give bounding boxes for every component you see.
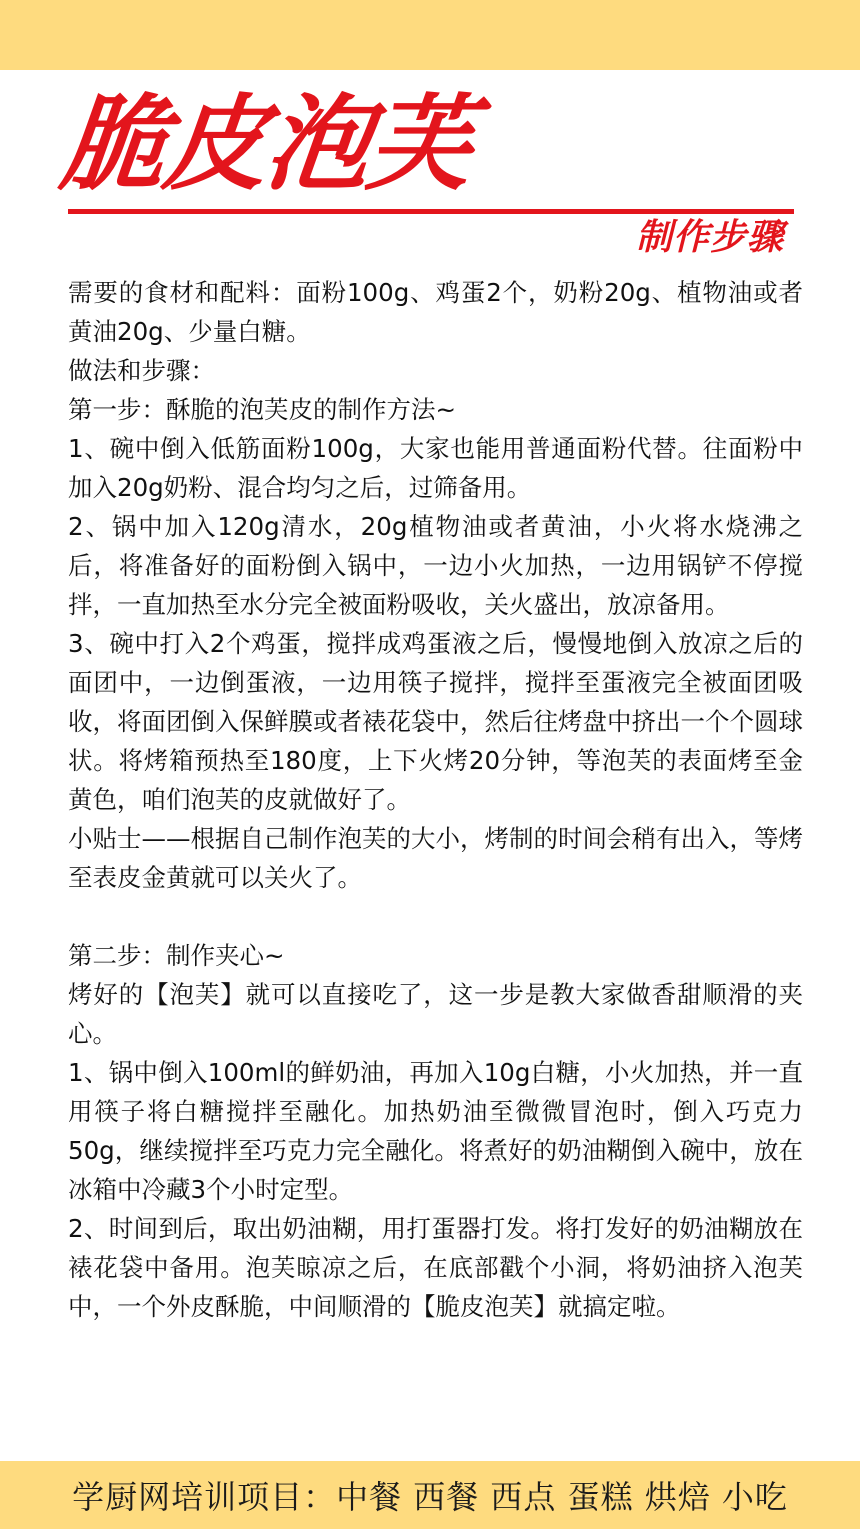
- recipe-body: [68, 273, 803, 1326]
- step-two-item-1: 1、锅中倒入100ml的鲜奶油，再加入10g白糖，小火加热，并一直用筷子将白糖搅拌至融化。加热奶油至微微冒泡时，倒入巧克力50g，继续搅拌至巧克力完全融化。将煮好的奶油糊倒入碗中，放在冰箱中冷藏3个小时定型。: [68, 1058, 803, 1204]
- ingredients-paragraph: 需要的食材和配料：面粉100g、鸡蛋2个，奶粉20g、植物油或者黄油20g、少量白糖。: [68, 278, 803, 346]
- title-divider: [68, 209, 794, 214]
- step-one-item-1: 1、碗中倒入低筋面粉100g，大家也能用普通面粉代替。往面粉中加入20g奶粉、混合均匀之后，过筛备用。: [68, 434, 803, 502]
- footer-text: 学厨网培训项目：中餐 西餐 西点 蛋糕 烘焙 小吃: [72, 1478, 788, 1516]
- page-subtitle: 制作步骤: [635, 217, 784, 258]
- step-two-item-2: 2、时间到后，取出奶油糊，用打蛋器打发。将打发好的奶油糊放在裱花袋中备用。泡芙晾凉之后，在底部戳个小洞，将奶油挤入泡芙中，一个外皮酥脆，中间顺滑的【脆皮泡芙】就搞定啦。: [68, 1214, 803, 1321]
- step-one-item-3: 3、碗中打入2个鸡蛋，搅拌成鸡蛋液之后，慢慢地倒入放凉之后的面团中，一边倒蛋液，一边用筷子搅拌，搅拌至蛋液完全被面团吸收，将面团倒入保鲜膜或者裱花袋中，然后往烤盘中挤出一个个圆球状。将烤箱预热至180度，上下火烤20分钟，等泡芙的表面烤至金黄色，咱们泡芙的皮就做好了。: [68, 629, 803, 814]
- step-one-heading: 第一步：酥脆的泡芙皮的制作方法~: [68, 395, 457, 424]
- step-one-item-2: 2、锅中加入120g清水，20g植物油或者黄油，小火将水烧沸之后，将准备好的面粉倒入锅中，一边小火加热，一边用锅铲不停搅拌，一直加热至水分完全被面粉吸收，关火盛出，放凉备用。: [68, 512, 803, 619]
- top-band: [0, 0, 860, 70]
- page-title: 脆皮泡芙: [55, 83, 477, 205]
- method-heading: 做法和步骤：: [68, 356, 215, 385]
- footer-band: [0, 1461, 860, 1529]
- tip-paragraph: 小贴士——根据自己制作泡芙的大小，烤制的时间会稍有出入，等烤至表皮金黄就可以关火了。: [68, 824, 803, 892]
- step-two-heading: 第二步：制作夹心~: [68, 941, 285, 970]
- step-two-intro: 烤好的【泡芙】就可以直接吃了，这一步是教大家做香甜顺滑的夹心。: [68, 980, 803, 1048]
